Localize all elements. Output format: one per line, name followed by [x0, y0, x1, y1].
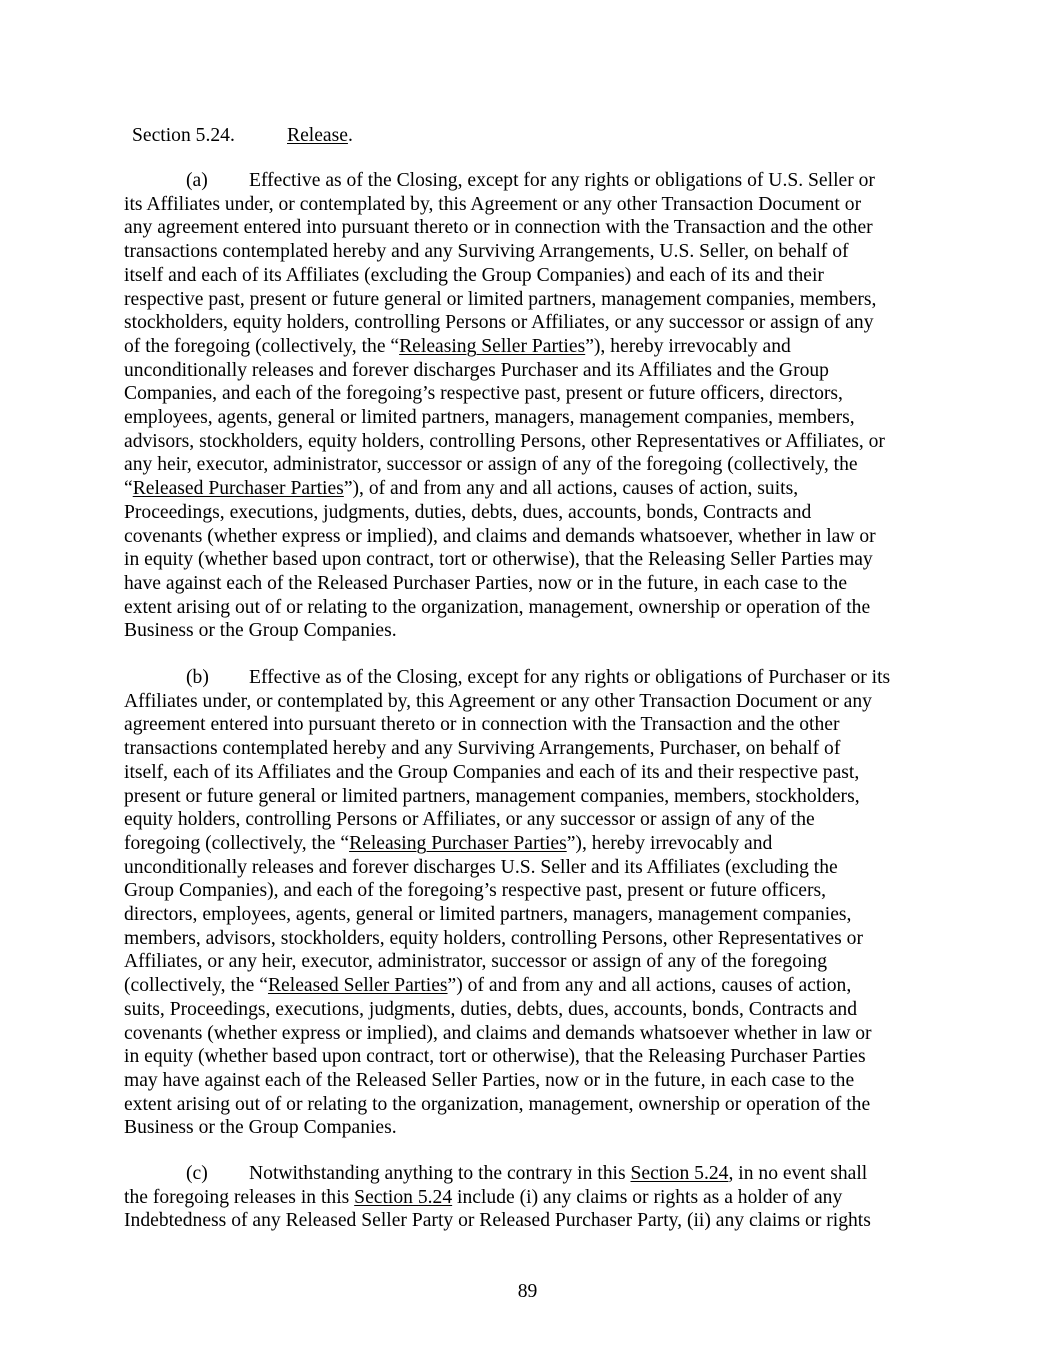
paragraph-line: unconditionally releases and forever discharges Purchaser and its Affiliates and the Group: [124, 359, 829, 381]
paragraph-line: respective past, present or future general or limited partners, management companies, members,: [124, 288, 877, 310]
paragraph-line: directors, employees, agents, general or limited partners, managers, management companies,: [124, 904, 852, 926]
defined-term: Released Purchaser Parties: [132, 478, 344, 500]
page-number: 89: [517, 1281, 538, 1302]
section-heading: [132, 124, 353, 148]
defined-term: Releasing Purchaser Parties: [349, 832, 567, 854]
paragraph-line: employees, agents, general or limited partners, managers, management companies, members,: [124, 407, 855, 429]
paragraph-line: Business or the Group Companies.: [124, 620, 397, 642]
paragraph-line: advisors, stockholders, equity holders, controlling Persons, other Representatives or Affiliates, or: [124, 430, 885, 452]
paragraph-line: in equity (whether based upon contract, tort or otherwise), that the Releasing Seller Parties may: [124, 549, 873, 571]
paragraph-line: Companies, and each of the foregoing’s respective past, present or future officers, directors,: [124, 383, 843, 405]
paragraph-line: Proceedings, executions, judgments, duties, debts, dues, accounts, bonds, Contracts and: [124, 501, 812, 523]
section-reference: Section 5.24: [354, 1186, 453, 1208]
paragraph-line: covenants (whether express or implied), and claims and demands whatsoever whether in law or: [124, 1022, 872, 1044]
paragraph-line: unconditionally releases and forever discharges U.S. Seller and its Affiliates (excluding the: [124, 856, 838, 878]
paragraph-line: present or future general or limited partners, management companies, members, stockholders,: [124, 785, 860, 807]
paragraph-line: Group Companies), and each of the foregoing’s respective past, present or future officers,: [124, 880, 827, 902]
paragraph-line: the foregoing releases in this Section 5.24 include (i) any claims or rights as a holder of any: [124, 1186, 843, 1208]
section-title: Release: [287, 125, 348, 146]
paragraph-line: extent arising out of or relating to the organization, management, ownership or operation of the: [124, 1093, 871, 1115]
defined-term: Released Seller Parties: [267, 975, 448, 997]
paragraph-line: itself, each of its Affiliates and the Group Companies and each of its and their respective past,: [124, 761, 860, 783]
paragraph-line: its Affiliates under, or contemplated by, this Agreement or any other Transaction Document or: [124, 193, 862, 215]
paragraph-line: (b) Effective as of the Closing, except for any rights or obligations of Purchaser or its: [124, 666, 924, 690]
paragraph-line: extent arising out of or relating to the organization, management, ownership or operation of the: [124, 596, 871, 618]
paragraph-line: of the foregoing (collectively, the “Releasing Seller Parties”), hereby irrevocably and: [124, 335, 791, 357]
paragraph-line: Indebtedness of any Released Seller Party or Released Purchaser Party, (ii) any claims or rights: [124, 1210, 871, 1232]
paragraph-line: transactions contemplated hereby and any Surviving Arrangements, U.S. Seller, on behalf of: [124, 241, 849, 263]
paragraph-label: (a): [186, 170, 208, 191]
paragraph-line: stockholders, equity holders, controlling Persons or Affiliates, or any successor or assign of any: [124, 312, 874, 334]
paragraph-c: [124, 1162, 924, 1233]
paragraph-line: equity holders, controlling Persons or Affiliates, or any successor or assign of any of the: [124, 809, 815, 831]
paragraph-line: covenants (whether express or implied), and claims and demands whatsoever, whether in law or: [124, 525, 876, 547]
defined-term: Releasing Seller Parties: [399, 335, 586, 357]
paragraph-line: may have against each of the Released Seller Parties, now or in the future, in each case to the: [124, 1069, 855, 1091]
paragraph-line: foregoing (collectively, the “Releasing Purchaser Parties”), hereby irrevocably and: [124, 832, 773, 854]
paragraph-a: [124, 169, 924, 643]
paragraph-label: (c): [186, 1163, 208, 1184]
paragraph-line: suits, Proceedings, executions, judgments, duties, debts, dues, accounts, bonds, Contracts and: [124, 998, 858, 1020]
paragraph-line: Business or the Group Companies.: [124, 1117, 397, 1139]
paragraph-line: Affiliates, or any heir, executor, administrator, successor or assign of any of the foregoing: [124, 951, 827, 973]
paragraph-line: have against each of the Released Purchaser Parties, now or in the future, in each case to the: [124, 572, 848, 594]
paragraph-line: (a) Effective as of the Closing, except for any rights or obligations of U.S. Seller or: [124, 169, 924, 193]
paragraph-line: in equity (whether based upon contract, tort or otherwise), that the Releasing Purchaser Parties: [124, 1046, 866, 1068]
paragraph-line: any agreement entered into pursuant thereto or in connection with the Transaction and the other: [124, 217, 873, 239]
section-reference: Section 5.24: [630, 1163, 729, 1184]
paragraph-line: agreement entered into pursuant thereto or in connection with the Transaction and the other: [124, 714, 840, 736]
section-number: Section 5.24.: [132, 125, 235, 146]
paragraph-line: (collectively, the “Released Seller Parties”) of and from any and all actions, causes of action,: [124, 975, 852, 997]
paragraph-label: (b): [186, 667, 209, 688]
paragraph-line: “Released Purchaser Parties”), of and from any and all actions, causes of action, suits,: [124, 478, 799, 500]
paragraph-line: members, advisors, stockholders, equity holders, controlling Persons, other Representatives or: [124, 927, 863, 949]
paragraph-line: any heir, executor, administrator, successor or assign of any of the foregoing (collectively, the: [124, 454, 858, 476]
paragraph-line: (c) Notwithstanding anything to the contrary in this Section 5.24, in no event shall: [124, 1162, 924, 1186]
section-title-period: .: [347, 125, 353, 146]
paragraph-line: Affiliates under, or contemplated by, this Agreement or any other Transaction Document or any: [124, 690, 872, 712]
paragraph-line: itself and each of its Affiliates (excluding the Group Companies) and each of its and their: [124, 264, 824, 286]
paragraph-b: [124, 666, 924, 1140]
paragraph-line: transactions contemplated hereby and any Surviving Arrangements, Purchaser, on behalf of: [124, 738, 841, 760]
